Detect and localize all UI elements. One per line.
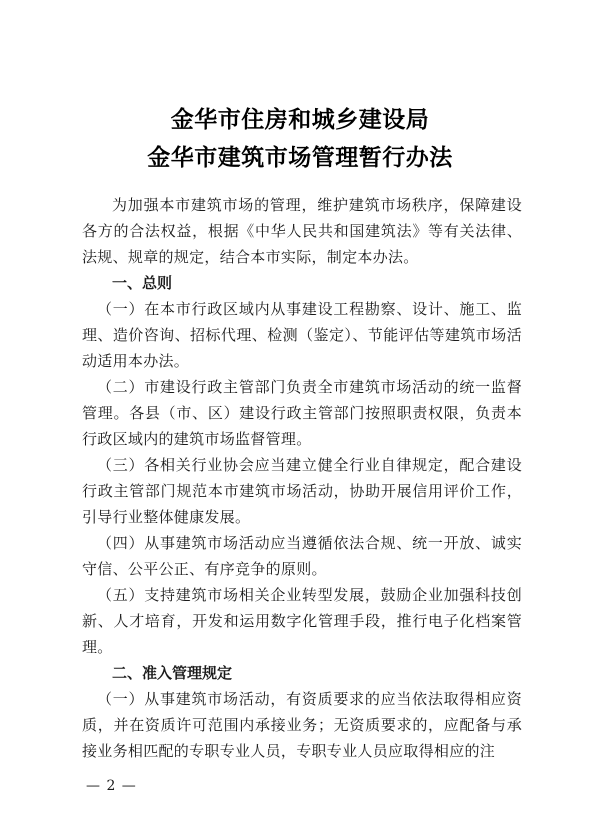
section1-item-1: （一）在本市行政区域内从事建设工程勘察、设计、施工、监理、造价咨询、招标代理、检测（鉴定）、节能评估等建筑市场活动适用本办法。	[82, 300, 522, 370]
section1-item-4: （四）从事建筑市场活动应当遵循依法合规、统一开放、诚实守信、公平公正、有序竞争的原则。	[82, 534, 522, 578]
document-title: 金华市建筑市场管理暂行办法	[147, 144, 453, 171]
document-body	[82, 192, 522, 764]
section2-item-1: （一）从事建筑市场活动，有资质要求的应当依法取得相应资质，并在资质许可范围内承接业务；无资质要求的，应配备与承接业务相匹配的专职专业人员，专职专业人员应取得相应的注	[82, 690, 522, 760]
section1-item-5: （五）支持建筑市场相关企业转型发展，鼓励企业加强科技创新、人才培育，开发和运用数字化管理手段，推行电子化档案管理。	[82, 586, 522, 656]
intro-paragraph: 为加强本市建筑市场的管理，维护建筑市场秩序，保障建设各方的合法权益，根据《中华人民共和国建筑法》等有关法律、法规、规章的规定，结合本市实际，制定本办法。	[82, 196, 522, 266]
page-number: — 2 —	[86, 778, 137, 794]
section1-item-2: （二）市建设行政主管部门负责全市建筑市场活动的统一监督管理。各县（市、区）建设行政主管部门按照职责权限，负责本行政区域内的建筑市场监督管理。	[82, 378, 522, 448]
section-heading-general: 一、总则	[112, 274, 173, 292]
section1-item-3: （三）各相关行业协会应当建立健全行业自律规定，配合建设行政主管部门规范本市建筑市场活动，协助开展信用评价工作，引导行业整体健康发展。	[82, 456, 522, 526]
section-heading-access: 二、准入管理规定	[112, 664, 233, 682]
document-title-issuer: 金华市住房和城乡建设局	[170, 106, 430, 133]
